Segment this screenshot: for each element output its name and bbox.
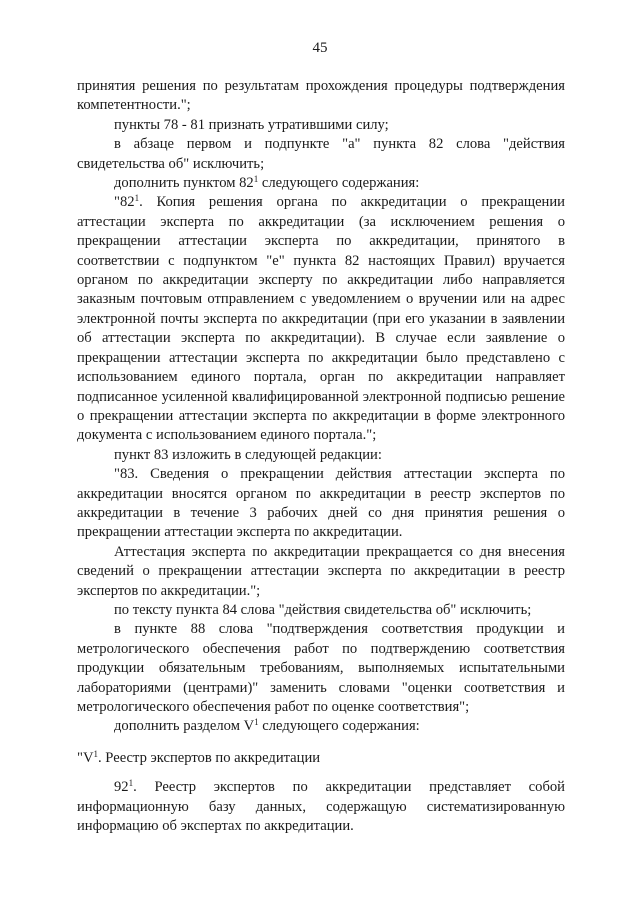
superscript: 1 [134, 193, 140, 204]
superscript: 1 [253, 174, 259, 185]
text-segment: . Реестр экспертов по аккредитации [98, 749, 321, 766]
text-segment: дополнить разделом V [114, 718, 255, 735]
text-segment: 92 [114, 779, 129, 796]
section-heading [77, 749, 565, 768]
text-segment: следующего содержания: [258, 175, 420, 192]
paragraph-point-82-1-text [77, 193, 565, 445]
superscript: 1 [254, 717, 259, 728]
paragraph-continuation: принятия решения по результатам прохождения процедуры подтверждения компетентности."; [77, 78, 565, 114]
paragraph-point-88: в пункте 88 слова "подтверждения соответствия продукции и метрологического обеспечения работ по подтверждению соответствия продукции обязательным требованиям, выполняемых испытательными лабораториями (центрами)" заменить словами "оценки соответствия и метрологического обеспечения работ по оценке соответствия"; [77, 621, 565, 715]
text-segment: "V [77, 749, 94, 766]
paragraph-point-83-text: "83. Сведения о прекращении действия аттестации эксперта по аккредитации вносятся органом по аккредитации в реестр экспертов по аккредитации в течение 3 рабочих дней со дня принятия решения о прекращении аттестации эксперта по аккредитации. [77, 466, 565, 541]
text-segment: . Реестр экспертов по аккредитации представляет собой информационную базу данных, содержащую систематизированную информацию об экспертах по аккредитации. [77, 779, 565, 835]
text-segment: дополнить пунктом 82 [114, 175, 254, 192]
text-segment: "82 [114, 194, 135, 211]
paragraph-point-82-amend: в абзаце первом и подпункте "а" пункта 82 слова "действия свидетельства об" исключить; [77, 136, 565, 172]
text-segment: . Копия решения органа по аккредитации о прекращении аттестации эксперта по аккредитации (за исключением решения о прекращении аттестации эксперта по аккредитации, принятого в соответствии с подпунктом "е" пункта 82 настоящих Правил) вручается органом по аккредитации эксперту по аккредитации либо направляется заказным почтовым отправлением с уведомлением о вручении или на адрес электронной почты эксперта по аккредитации (при его указании в заявлении об аттестации эксперта по аккредитации). В случае если заявление о прекращении аттестации эксперта по аккредитации было представлено с использованием единого портала, орган по аккредитации направляет подписанное усиленной квалифицированной электронной подписью решение о прекращении аттестации эксперта по аккредитации в форме электронного документа с использованием единого портала."; [77, 194, 565, 444]
paragraph-add-point-82-1 [77, 174, 565, 193]
paragraph-add-section-v1 [77, 717, 565, 736]
superscript: 1 [128, 778, 134, 789]
text-segment: следующего содержания: [258, 718, 420, 735]
document-body [77, 77, 565, 836]
superscript: 1 [93, 748, 98, 759]
paragraph-point-83-intro: пункт 83 изложить в следующей редакции: [114, 446, 382, 463]
paragraph-point-92-1 [77, 778, 565, 836]
paragraph-points-78-81: пункты 78 - 81 признать утратившими силу; [114, 116, 389, 133]
paragraph-attestation-end: Аттестация эксперта по аккредитации прекращается со дня внесения сведений о прекращении аттестации эксперта по аккредитации в реестр экспертов по аккредитации."; [77, 543, 565, 599]
paragraph-point-84: по тексту пункта 84 слова "действия свидетельства об" исключить; [114, 601, 532, 618]
page-number: 45 [312, 40, 328, 56]
